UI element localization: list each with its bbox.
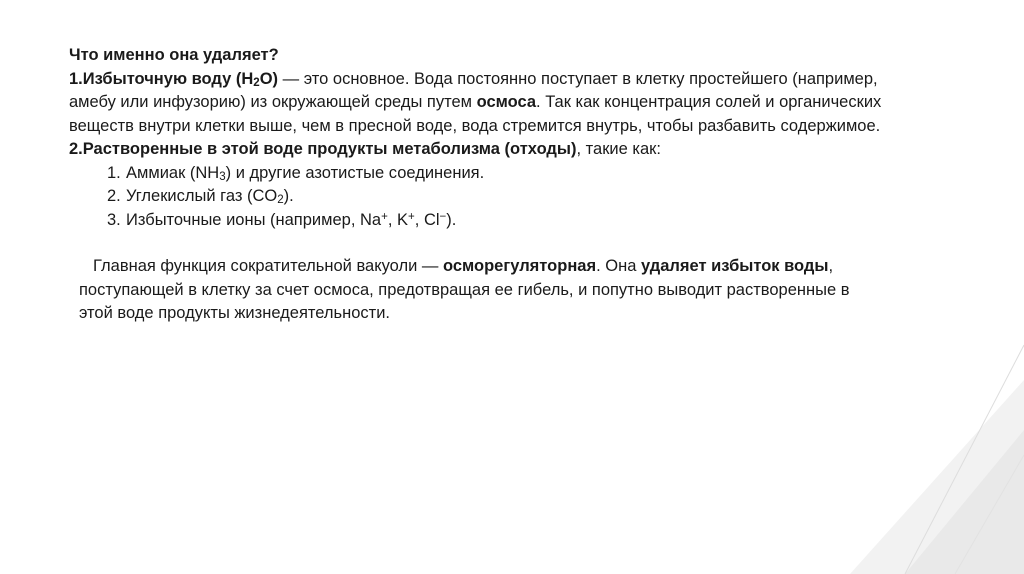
list-item [107,185,1019,209]
list-subscript: 2 [277,194,284,206]
list-text-m1: , K [387,210,409,229]
point2-bold: 2.Растворенные в этой воде продукты метаболизма (отходы) [69,140,577,158]
list-text-a: Аммиак (NH [126,163,220,182]
list-number: 3. [107,210,121,229]
list-text-b: ). [283,187,294,205]
list-text-a: Углекислый газ (CO [126,187,278,205]
point1-line1 [69,68,1019,92]
summary-line1 [79,255,1004,279]
list-text-a: Избыточные ионы (например, Na [126,210,382,229]
summary-line2: поступающей в клетку за счет осмоса, предотвращая ее гибель, и попутно выводит растворенные в [79,280,850,299]
list-superscript: + [381,210,388,223]
summary-paragraph [79,255,1004,326]
point1-line2-bold: осмоса [476,93,537,111]
heading [69,44,1019,68]
list-superscript: − [439,210,447,223]
summary-b: . Она [596,257,641,275]
list-text-m2: , Cl [414,210,440,229]
summary-line3: этой воде продукты жизнедеятельности. [79,304,391,322]
list-text-b: ) и другие азотистые соединения. [225,163,485,182]
heading-text: Что именно она удаляет? [69,46,279,64]
point1-line2-a: амебу или инфузорию) из окружающей среды путем [69,93,477,111]
point1-lead [69,70,278,88]
list-superscript: + [408,210,415,223]
point1-lead-tail: O) [259,69,279,88]
point1-line2-b: . Так как концентрация солей и органических [536,93,882,111]
summary-bold1: осморегуляторная [443,257,597,275]
list-item [107,209,1019,233]
summary-bold2: удаляет избыток воды [640,257,829,275]
slide-content [69,44,1019,326]
summary-c: , [828,257,834,275]
point1-line1-rest: — это основное. Вода постоянно поступает в клетку простейшего (например, [278,69,878,88]
point1-line3: веществ внутри клетки выше, чем в пресной воде, вода стремится внутрь, чтобы разбавить содержимое. [69,116,881,135]
point1-line2 [69,91,1019,115]
point2-rest: , такие как: [576,140,661,158]
list-item [107,162,1019,186]
point1-subscript: 2 [253,76,260,89]
list-number: 2. [107,187,121,205]
spacer [69,232,1019,255]
point1-lead-text: 1.Избыточную воду (H [69,69,254,88]
list-subscript: 3 [219,170,226,183]
summary-a: Главная функция сократительной вакуоли — [93,257,443,275]
list-text-b: ). [446,210,457,229]
waste-list [69,162,1019,233]
point2-line [69,138,1019,162]
list-number: 1. [107,163,121,182]
